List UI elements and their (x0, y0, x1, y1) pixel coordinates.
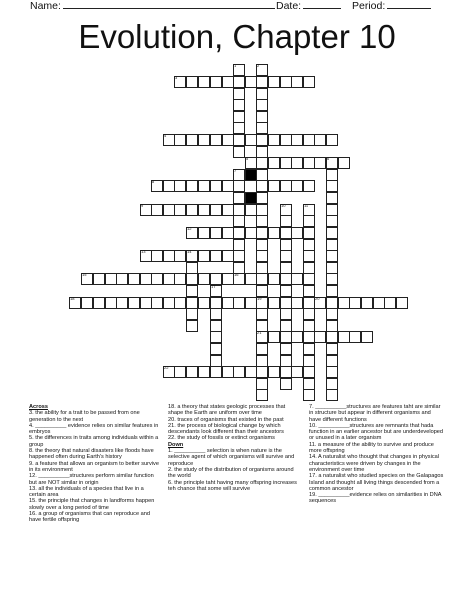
grid-cell[interactable] (326, 331, 338, 343)
grid-cell[interactable] (81, 297, 93, 309)
grid-cell[interactable] (210, 320, 222, 332)
grid-cell-numbered[interactable] (163, 134, 175, 146)
grid-cell[interactable] (210, 297, 222, 309)
grid-cell[interactable] (349, 297, 361, 309)
grid-cell[interactable] (210, 134, 222, 146)
grid-cell[interactable] (128, 297, 140, 309)
grid-cell-numbered[interactable] (233, 169, 245, 181)
grid-cell-numbered[interactable] (174, 76, 186, 88)
grid-cell[interactable] (174, 134, 186, 146)
grid-cell[interactable] (163, 250, 175, 262)
name-field[interactable] (30, 0, 275, 12)
clue-item: 19. __________evidence relies on similarities in DNA sequences (309, 492, 442, 505)
grid-cell-numbered[interactable] (256, 64, 268, 76)
grid-cell[interactable] (116, 273, 128, 285)
grid-cell[interactable] (326, 320, 338, 332)
grid-cell[interactable] (303, 389, 315, 401)
grid-cell[interactable] (151, 273, 163, 285)
grid-cell[interactable] (174, 297, 186, 309)
grid-cell[interactable] (210, 227, 222, 239)
grid-cell[interactable] (233, 134, 245, 146)
clue-item: 20. traces of organisms that existed in the past (168, 416, 284, 423)
clue-number: 4 (164, 133, 167, 138)
clue-item: 10. __________structures are remnants that hada function in an earlier ancestor but are underdeveloped or unused in a later organism (309, 422, 444, 442)
grid-cell[interactable] (174, 250, 186, 262)
date-field[interactable] (276, 0, 341, 12)
clue-item: 11. a measure of the ability to survive and produce more offspring (309, 441, 434, 455)
grid-cell[interactable] (222, 297, 234, 309)
grid-cell[interactable] (303, 215, 315, 227)
grid-cell[interactable] (163, 204, 175, 216)
grid-cell[interactable] (280, 180, 292, 192)
grid-cell[interactable] (326, 169, 338, 181)
grid-cell[interactable] (291, 157, 303, 169)
grid-cell-numbered[interactable] (186, 250, 198, 262)
clue-number: 10 (281, 203, 286, 208)
clue-item: 17. a naturalist who studied species on the Galapagos Island and thought all living things descended from a common ancestor (309, 473, 444, 492)
grid-cell[interactable] (326, 308, 338, 320)
clue-number: 20 (315, 296, 320, 301)
grid-cell[interactable] (198, 366, 210, 378)
grid-cell[interactable] (303, 378, 315, 390)
clue-item: 18. a theory that states geologic processes that shape the Earth are uniform over time (168, 404, 286, 417)
grid-cell[interactable] (291, 76, 303, 88)
grid-cell[interactable] (256, 366, 268, 378)
grid-cell[interactable] (314, 134, 326, 146)
grid-cell[interactable] (280, 227, 292, 239)
grid-cell[interactable] (326, 204, 338, 216)
grid-cell[interactable] (233, 111, 245, 123)
clue-number: 16 (234, 272, 239, 277)
grid-cell[interactable] (174, 366, 186, 378)
clue-item: 7. __________structures are features taht are similar in structure but appear in different organisms and have different functions (309, 404, 441, 423)
grid-cell[interactable] (303, 366, 315, 378)
grid-cell[interactable] (268, 134, 280, 146)
clue-number: 7 (234, 168, 237, 173)
grid-cell[interactable] (174, 180, 186, 192)
grid-cell[interactable] (256, 76, 268, 88)
grid-cell-numbered[interactable] (326, 157, 338, 169)
grid-cell[interactable] (186, 180, 198, 192)
grid-cell-numbered[interactable] (245, 157, 257, 169)
grid-cell[interactable] (93, 297, 105, 309)
grid-cell[interactable] (245, 76, 257, 88)
clue-item: 22. the study of fossils or extinct organisms (168, 435, 275, 442)
grid-cell[interactable] (280, 262, 292, 274)
grid-cell[interactable] (163, 273, 175, 285)
grid-cell[interactable] (245, 204, 257, 216)
grid-cell[interactable] (268, 331, 280, 343)
grid-cell[interactable] (198, 134, 210, 146)
grid-cell[interactable] (280, 273, 292, 285)
clue-item: 8. the theory that natural disasters like floods have happened often during Earth's history (29, 448, 154, 461)
grid-cell[interactable] (326, 297, 338, 309)
grid-cell[interactable] (245, 134, 257, 146)
clue-number: 21 (257, 330, 262, 335)
grid-cell[interactable] (256, 389, 268, 401)
grid-cell[interactable] (256, 88, 268, 100)
clue-item: 12. __________structures perform similar function but are NOT similar in origin (29, 473, 154, 486)
grid-cell[interactable] (256, 146, 268, 158)
across-heading: Across (29, 404, 48, 410)
grid-cell[interactable] (303, 297, 315, 309)
clue-number: 17 (211, 284, 216, 289)
grid-cell[interactable] (291, 331, 303, 343)
grid-cell[interactable] (256, 308, 268, 320)
grid-cell[interactable] (233, 122, 245, 134)
grid-cell[interactable] (256, 273, 268, 285)
grid-cell[interactable] (280, 343, 292, 355)
grid-cell[interactable] (128, 273, 140, 285)
clue-number: 14 (187, 249, 192, 254)
grid-cell[interactable] (198, 250, 210, 262)
grid-cell[interactable] (280, 320, 292, 332)
grid-cell[interactable] (291, 180, 303, 192)
grid-cell[interactable] (326, 273, 338, 285)
down-heading: Down (168, 441, 184, 448)
grid-cell[interactable] (280, 250, 292, 262)
clue-number: 15 (82, 272, 87, 277)
grid-cell[interactable] (326, 250, 338, 262)
clue-column-2 (168, 404, 301, 492)
date-label: Date: (276, 0, 302, 12)
grid-cell[interactable] (233, 250, 245, 262)
grid-cell[interactable] (198, 180, 210, 192)
grid-cell[interactable] (222, 134, 234, 146)
clue-item: 16. a group of organisms that can reproduce and have fertile offspring (29, 511, 150, 524)
grid-cell[interactable] (280, 134, 292, 146)
grid-cell[interactable] (174, 273, 186, 285)
grid-cell[interactable] (326, 239, 338, 251)
grid-cell[interactable] (291, 134, 303, 146)
grid-cell[interactable] (280, 215, 292, 227)
grid-cell[interactable] (186, 134, 198, 146)
grid-cell[interactable] (256, 250, 268, 262)
grid-cell[interactable] (256, 99, 268, 111)
grid-cell[interactable] (303, 239, 315, 251)
grid-cell[interactable] (396, 297, 408, 309)
grid-cell[interactable] (303, 157, 315, 169)
grid-cell[interactable] (233, 297, 245, 309)
grid-cell[interactable] (245, 366, 257, 378)
clue-item: 14. A naturalist who thought that changes in physical characteristics were driven by changes in the environment over time (309, 454, 439, 473)
grid-cell[interactable] (186, 273, 198, 285)
grid-cell[interactable] (210, 366, 222, 378)
grid-cell[interactable] (256, 180, 268, 192)
grid-cell[interactable] (303, 250, 315, 262)
grid-cell-numbered[interactable] (210, 285, 222, 297)
grid-cell[interactable] (186, 262, 198, 274)
grid-cell[interactable] (186, 204, 198, 216)
grid-cell[interactable] (326, 192, 338, 204)
grid-cell-numbered[interactable] (81, 273, 93, 285)
grid-cell[interactable] (326, 215, 338, 227)
grid-cell[interactable] (280, 355, 292, 367)
grid-cell[interactable] (268, 180, 280, 192)
clue-number: 19 (257, 296, 262, 301)
clue-item: 6. the principle taht having many offspring increases teh chance that some will survive (168, 479, 297, 492)
grid-cell[interactable] (256, 285, 268, 297)
grid-cell[interactable] (105, 273, 117, 285)
grid-cell[interactable] (233, 146, 245, 158)
grid-cell[interactable] (256, 378, 268, 390)
grid-cell[interactable] (233, 180, 245, 192)
grid-cell[interactable] (151, 204, 163, 216)
clue-number: 6 (327, 156, 330, 161)
grid-cell[interactable] (233, 204, 245, 216)
grid-cell[interactable] (326, 389, 338, 401)
grid-cell[interactable] (198, 76, 210, 88)
grid-cell-black (245, 192, 257, 204)
clue-item: 3. the ability for a trait to be passed from one generation to the next (29, 410, 140, 423)
grid-cell[interactable] (186, 76, 198, 88)
clue-number: 11 (304, 203, 309, 208)
grid-cell[interactable] (116, 297, 128, 309)
grid-cell-black (245, 169, 257, 181)
grid-cell[interactable] (256, 355, 268, 367)
grid-cell[interactable] (256, 111, 268, 123)
grid-cell[interactable] (268, 297, 280, 309)
grid-cell[interactable] (256, 192, 268, 204)
grid-cell[interactable] (233, 239, 245, 251)
clue-number: 13 (141, 249, 146, 254)
grid-cell[interactable] (326, 366, 338, 378)
grid-cell[interactable] (210, 331, 222, 343)
grid-cell[interactable] (210, 180, 222, 192)
grid-cell[interactable] (163, 180, 175, 192)
name-label: Name: (30, 0, 61, 12)
grid-cell[interactable] (291, 297, 303, 309)
grid-cell[interactable] (303, 134, 315, 146)
clue-number: 1 (234, 63, 237, 68)
clue-number: 12 (187, 226, 192, 231)
grid-cell[interactable] (280, 366, 292, 378)
grid-cell[interactable] (222, 180, 234, 192)
grid-cell[interactable] (280, 157, 292, 169)
grid-cell[interactable] (256, 134, 268, 146)
grid-cell[interactable] (210, 355, 222, 367)
grid-cell[interactable] (326, 180, 338, 192)
grid-cell[interactable] (303, 227, 315, 239)
clue-item: 15. the principle that changes in landforms happen slowly over a long period of time (29, 498, 155, 511)
grid-cell[interactable] (303, 76, 315, 88)
clue-item: 9. a feature that allows an organism to better survive in its environment (29, 460, 159, 473)
grid-cell[interactable] (256, 215, 268, 227)
grid-cell-numbered[interactable] (233, 273, 245, 285)
grid-cell[interactable] (256, 227, 268, 239)
period-line (387, 0, 431, 9)
grid-cell[interactable] (326, 378, 338, 390)
grid-cell[interactable] (268, 76, 280, 88)
grid-cell[interactable] (93, 273, 105, 285)
grid-cell[interactable] (163, 297, 175, 309)
grid-cell-numbered[interactable] (186, 227, 198, 239)
clue-item: 2. the study of the distribution of organisms around the world (168, 466, 294, 480)
grid-cell[interactable] (198, 227, 210, 239)
grid-cell[interactable] (314, 157, 326, 169)
grid-cell[interactable] (268, 157, 280, 169)
grid-cell[interactable] (105, 297, 117, 309)
grid-cell[interactable] (326, 355, 338, 367)
grid-cell[interactable] (186, 297, 198, 309)
grid-cell[interactable] (338, 297, 350, 309)
grid-cell[interactable] (186, 308, 198, 320)
grid-cell[interactable] (303, 343, 315, 355)
grid-cell[interactable] (210, 308, 222, 320)
name-line (63, 0, 275, 9)
clue-item: 13. all the individuals of a species that live in a certain area (29, 485, 144, 499)
grid-cell[interactable] (256, 343, 268, 355)
clue-number: 18 (70, 296, 75, 301)
clue-number: 5 (246, 156, 249, 161)
grid-cell[interactable] (373, 297, 385, 309)
grid-cell[interactable] (140, 273, 152, 285)
grid-cell-numbered[interactable] (163, 366, 175, 378)
period-label: Period: (352, 0, 386, 12)
grid-cell[interactable] (291, 273, 303, 285)
clue-item: 4. __________ evidence relies on similar features in embryos (29, 422, 159, 436)
grid-cell[interactable] (140, 297, 152, 309)
grid-cell[interactable] (256, 122, 268, 134)
clue-item: 1. __________ selection is when nature is the selective agent of which organisms will survive and reproduce (168, 448, 295, 467)
grid-cell[interactable] (198, 297, 210, 309)
grid-cell-numbered[interactable] (303, 204, 315, 216)
grid-cell[interactable] (280, 308, 292, 320)
page-title: Evolution, Chapter 10 (78, 18, 396, 55)
grid-cell[interactable] (233, 192, 245, 204)
grid-cell[interactable] (280, 297, 292, 309)
grid-cell[interactable] (245, 273, 257, 285)
grid-cell[interactable] (233, 88, 245, 100)
grid-cell[interactable] (210, 250, 222, 262)
grid-cell-numbered[interactable] (280, 204, 292, 216)
grid-cell[interactable] (280, 331, 292, 343)
grid-cell-numbered[interactable] (256, 331, 268, 343)
grid-cell-numbered[interactable] (256, 297, 268, 309)
grid-cell[interactable] (280, 239, 292, 251)
grid-cell[interactable] (338, 157, 350, 169)
grid-cell[interactable] (222, 204, 234, 216)
grid-cell[interactable] (338, 331, 350, 343)
grid-cell[interactable] (222, 227, 234, 239)
grid-cell[interactable] (268, 273, 280, 285)
grid-cell[interactable] (256, 239, 268, 251)
grid-cell[interactable] (233, 366, 245, 378)
grid-cell[interactable] (326, 134, 338, 146)
grid-cell[interactable] (303, 273, 315, 285)
grid-cell[interactable] (326, 227, 338, 239)
grid-cell[interactable] (222, 273, 234, 285)
grid-cell-numbered[interactable] (151, 180, 163, 192)
grid-cell[interactable] (303, 180, 315, 192)
grid-cell[interactable] (268, 366, 280, 378)
grid-cell[interactable] (174, 204, 186, 216)
grid-cell[interactable] (233, 99, 245, 111)
grid-cell[interactable] (349, 331, 361, 343)
grid-cell[interactable] (303, 355, 315, 367)
clue-number: 2 (257, 63, 260, 68)
grid-cell[interactable] (245, 227, 257, 239)
clue-column-3 (309, 404, 444, 505)
grid-cell[interactable] (198, 273, 210, 285)
clue-number: 3 (175, 75, 178, 80)
grid-cell[interactable] (233, 76, 245, 88)
grid-cell[interactable] (280, 378, 292, 390)
grid-cell[interactable] (314, 331, 326, 343)
grid-cell[interactable] (210, 76, 222, 88)
grid-cell[interactable] (151, 250, 163, 262)
grid-cell[interactable] (291, 227, 303, 239)
grid-cell[interactable] (222, 366, 234, 378)
grid-cell[interactable] (210, 273, 222, 285)
period-field[interactable] (352, 0, 431, 12)
grid-cell[interactable] (186, 285, 198, 297)
clue-number: 8 (152, 179, 155, 184)
grid-cell[interactable] (245, 297, 257, 309)
grid-cell[interactable] (256, 204, 268, 216)
clue-item: 21. the process of biological change by which descendants look different than their ancestors (168, 422, 284, 436)
grid-cell[interactable] (280, 285, 292, 297)
grid-cell[interactable] (256, 262, 268, 274)
grid-cell[interactable] (303, 285, 315, 297)
grid-cell[interactable] (256, 157, 268, 169)
grid-cell[interactable] (291, 366, 303, 378)
clue-item: 5. the differences in traits among individuals within a group (29, 435, 159, 448)
grid-cell[interactable] (326, 262, 338, 274)
clue-column-1 (29, 404, 162, 524)
clue-number: 9 (141, 203, 144, 208)
grid-cell[interactable] (210, 343, 222, 355)
grid-cell[interactable] (233, 215, 245, 227)
grid-cell[interactable] (256, 169, 268, 181)
grid-cell[interactable] (361, 297, 373, 309)
grid-cell[interactable] (280, 76, 292, 88)
grid-cell[interactable] (361, 331, 373, 343)
grid-cell[interactable] (384, 297, 396, 309)
grid-cell[interactable] (210, 204, 222, 216)
grid-cell[interactable] (303, 320, 315, 332)
grid-cell[interactable] (326, 285, 338, 297)
grid-cell[interactable] (186, 320, 198, 332)
date-line (303, 0, 341, 9)
grid-cell-numbered[interactable] (69, 297, 81, 309)
grid-cell-numbered[interactable] (140, 250, 152, 262)
clue-number: 22 (164, 365, 169, 370)
grid-cell[interactable] (186, 366, 198, 378)
grid-cell[interactable] (303, 308, 315, 320)
grid-cell-numbered[interactable] (140, 204, 152, 216)
grid-cell[interactable] (233, 227, 245, 239)
grid-cell[interactable] (303, 331, 315, 343)
grid-cell-numbered[interactable] (233, 64, 245, 76)
grid-cell[interactable] (198, 204, 210, 216)
grid-cell[interactable] (326, 343, 338, 355)
grid-cell[interactable] (303, 262, 315, 274)
grid-cell[interactable] (268, 227, 280, 239)
grid-cell-numbered[interactable] (314, 297, 326, 309)
grid-cell[interactable] (151, 297, 163, 309)
grid-cell[interactable] (222, 250, 234, 262)
grid-cell[interactable] (222, 76, 234, 88)
